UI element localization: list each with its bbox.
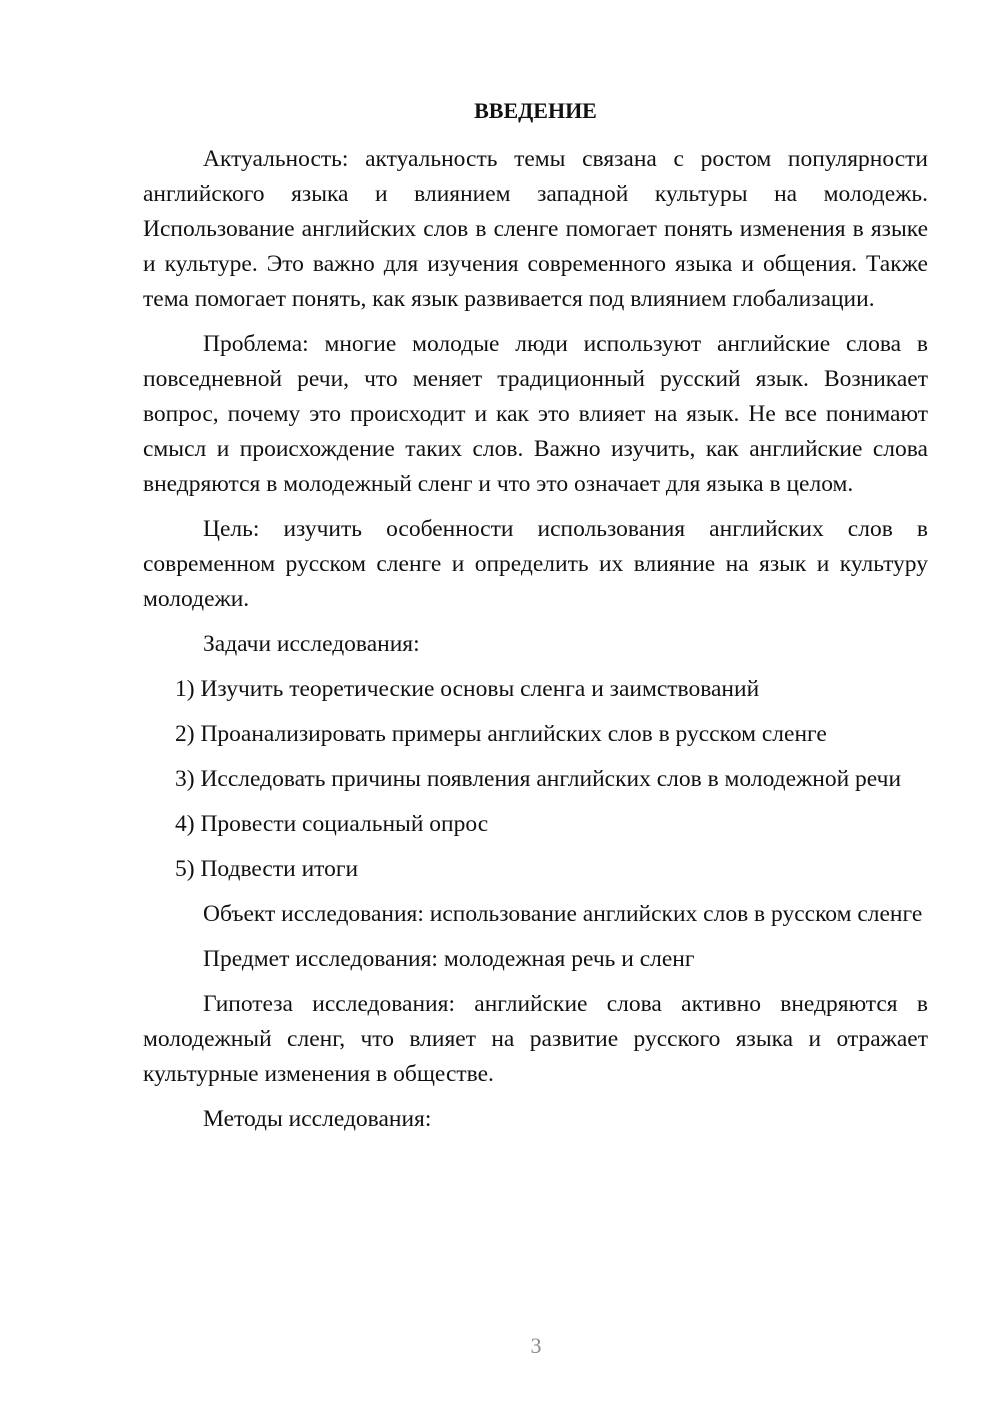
paragraph-hypothesis: Гипотеза исследования: английские слова активно внедряются в молодежный сленг, что влияет на развитие русского языка и отражает культурные изменения в обществе.: [143, 991, 928, 1087]
paragraph-relevance: Актуальность: актуальность темы связана с ростом популярности английского языка и влиянием западной культуры на молодежь. Использование английских слов в сленге помогает понять изменения в языке и культуре. Это важно для изучения современного языка и общения. Также тема помогает понять, как язык развивается под влиянием глобализации.: [143, 146, 928, 312]
page-content: [143, 93, 928, 1147]
section-title: ВВЕДЕНИЕ: [474, 98, 597, 123]
paragraph-methods: Методы исследования:: [203, 1106, 432, 1132]
paragraph-object: Объект исследования: использование английских слов в русском сленге: [203, 901, 923, 927]
paragraph-goal: Цель: изучить особенности использования английских слов в современном русском сленге и определить их влияние на язык и культуру молодежи.: [143, 516, 928, 612]
paragraph-tasks-heading: Задачи исследования:: [203, 631, 420, 657]
task-item-2: 2) Проанализировать примеры английских слов в русском сленге: [175, 721, 827, 747]
task-item-3: 3) Исследовать причины появления английских слов в молодежной речи: [175, 766, 902, 792]
page-number: 3: [530, 1333, 542, 1358]
task-item-5: 5) Подвести итоги: [175, 856, 359, 882]
task-item-4: 4) Провести социальный опрос: [175, 811, 489, 837]
paragraph-problem: Проблема: многие молодые люди используют английские слова в повседневной речи, что меняет традиционный русский язык. Возникает вопрос, почему это происходит и как это влияет на язык. Не все понимают смысл и происхождение таких слов. Важно изучить, как английские слова внедряются в молодежный сленг и что это означает для языка в целом.: [143, 331, 928, 497]
paragraph-subject: Предмет исследования: молодежная речь и сленг: [203, 946, 695, 972]
task-item-1: 1) Изучить теоретические основы сленга и заимствований: [175, 676, 760, 702]
